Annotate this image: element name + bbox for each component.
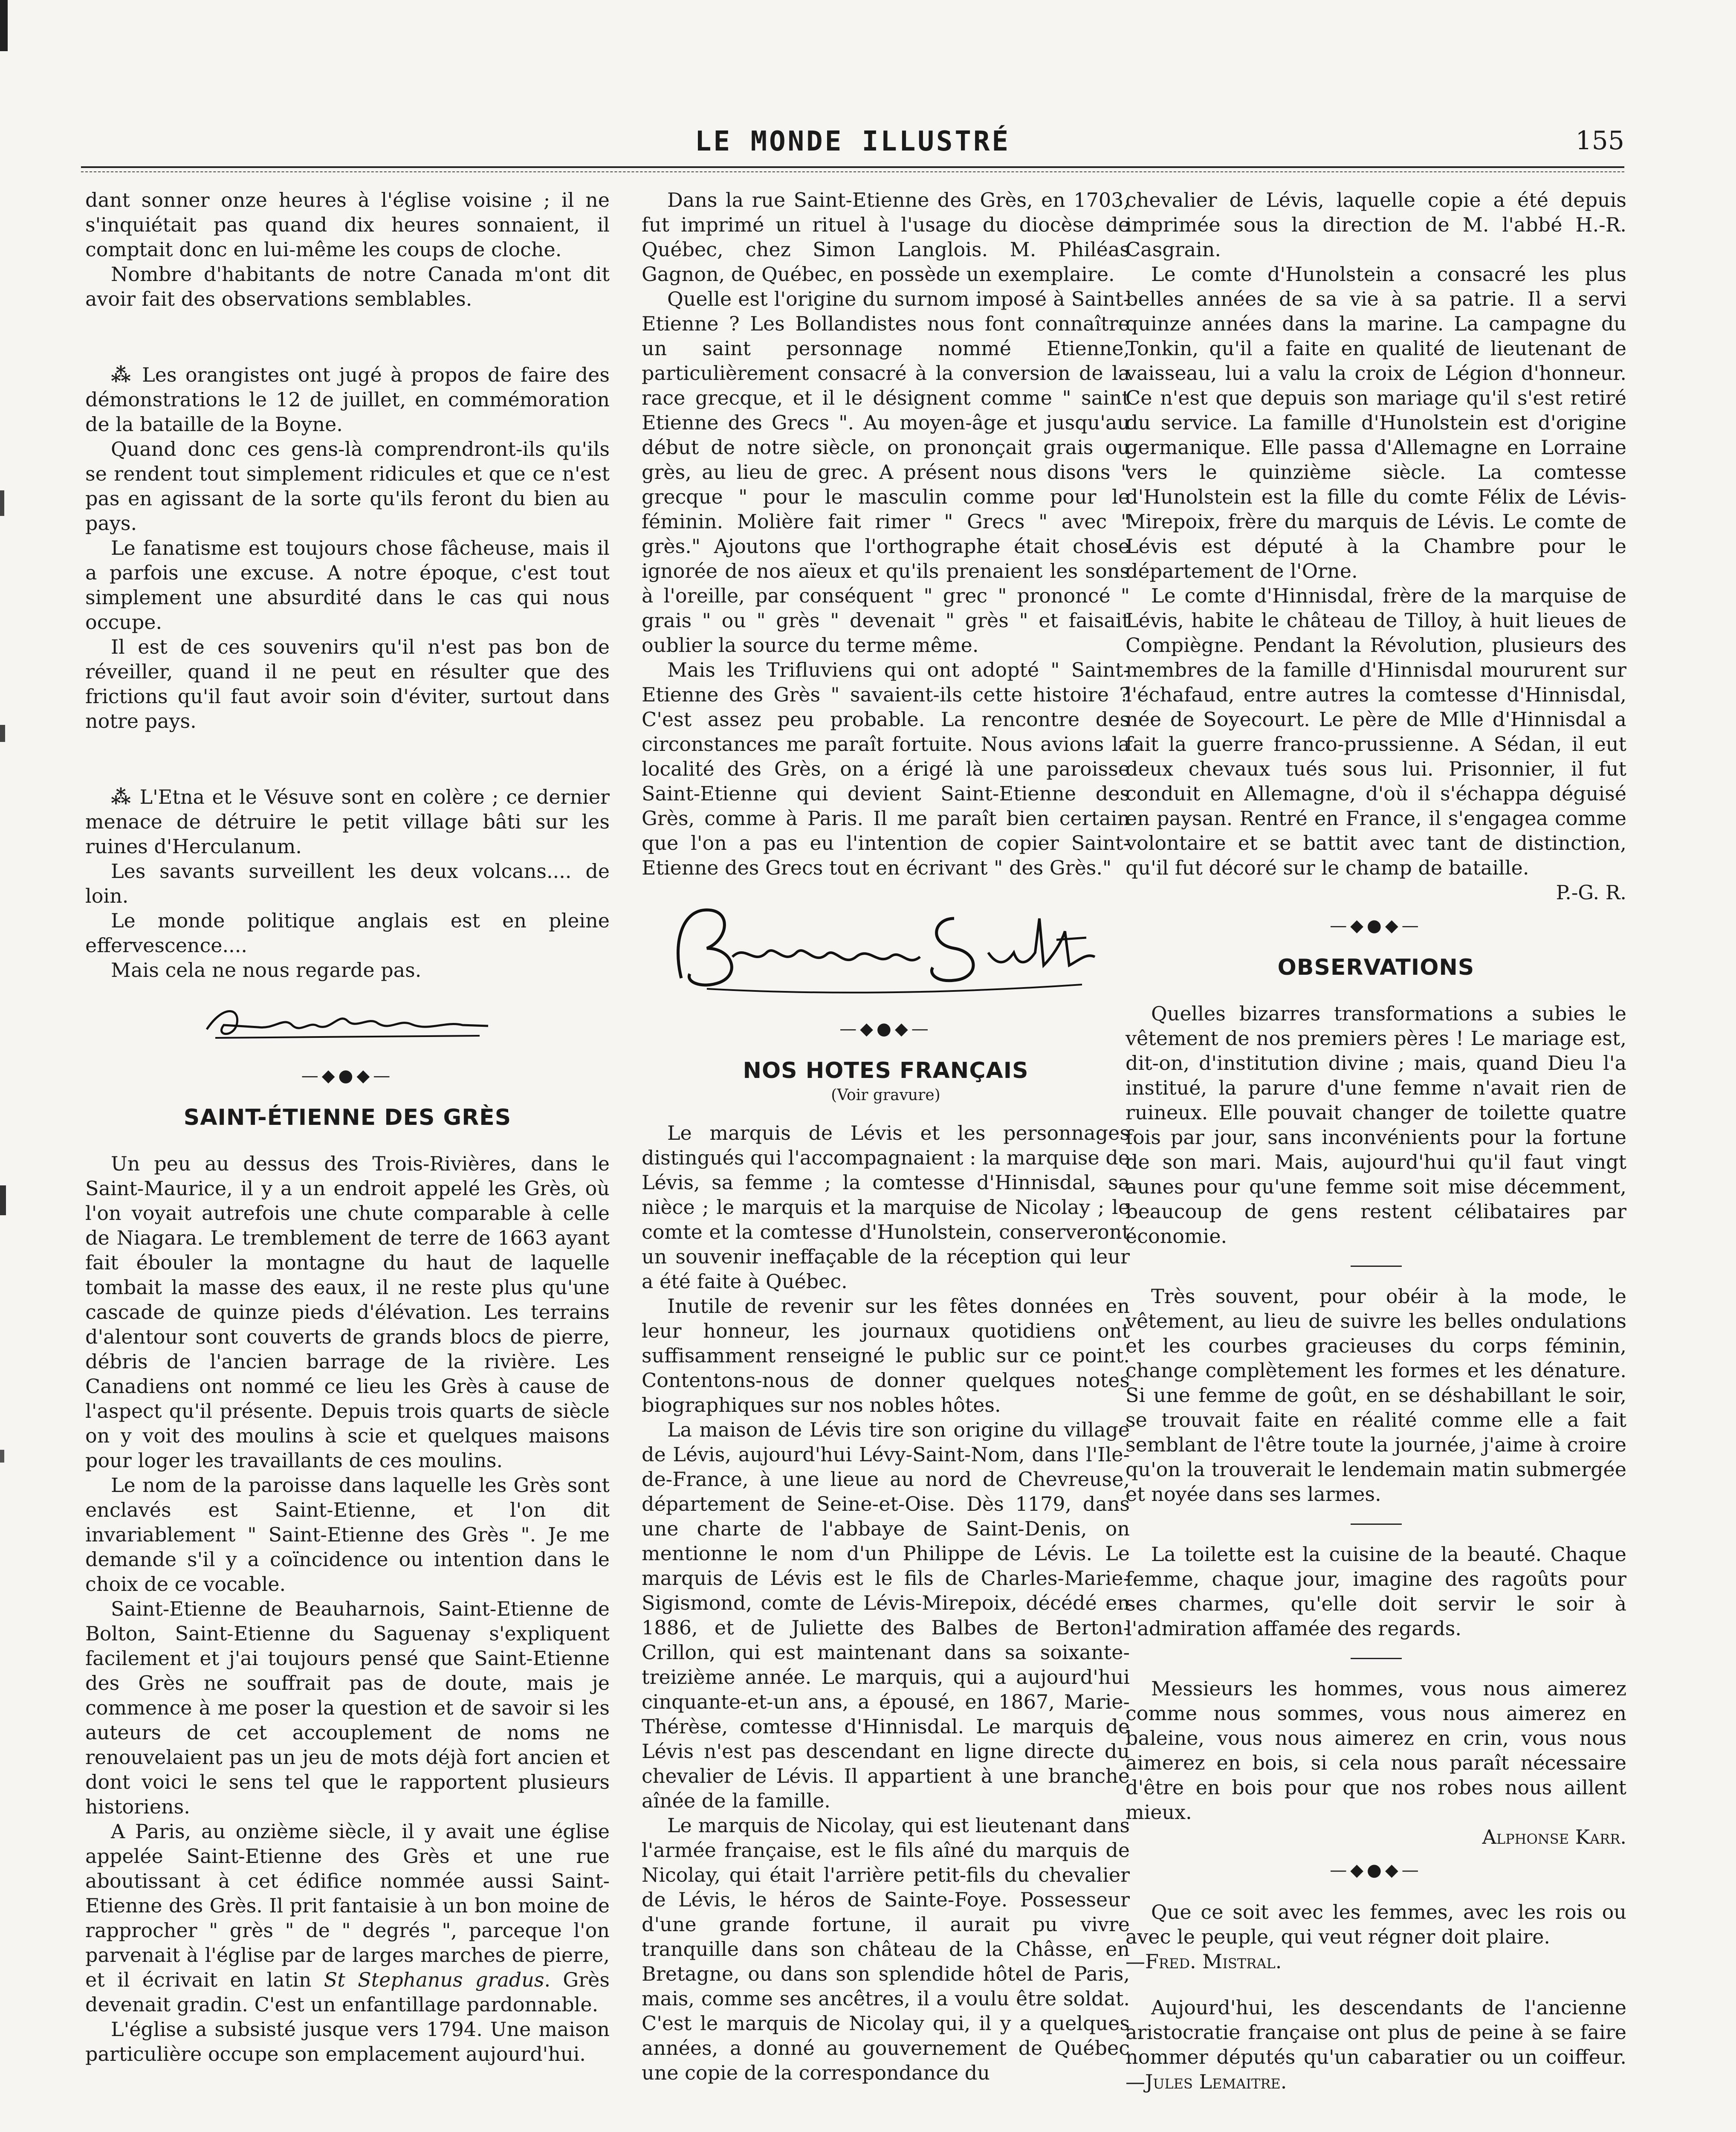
signature-leon-ledieu — [198, 995, 497, 1051]
paragraph: Quand donc ces gens-là comprendront-ils qu'ils se rendent tout simplement ridicules et que ce n'est pas en agissant de la sorte qu'ils feront du bien au pays. — [85, 437, 610, 535]
paragraph: Quelles bizarres transformations a subies le vêtement de nos premiers pères ! Le mariage est, dit-on, d'institution divine ; mais, quand Dieu l'a institué, la parure d'une femme n'avait rien de ruineux. Elle pouvait changer de toilette quatre fois par jour, sans inconvénients pour la fortune de son mari. Mais, aujourd'hui qu'il faut vingt aunes pour qu'une femme soit mise décemment, beaucoup de gens restent célibataires par économie. — [1126, 1002, 1626, 1248]
paragraph: ⁂ L'Etna et le Vésuve sont en colère ; ce dernier menace de détruire le petit village bâti sur les ruines d'Herculanum. — [85, 785, 610, 858]
header-rule — [81, 166, 1624, 168]
paragraph: Saint-Etienne de Beauharnois, Saint-Etienne de Bolton, Saint-Etienne du Saguenay s'expliquent facilement et j'ai toujours pensé que Saint-Etienne des Grès ne souffrait pas de doute, mais je commence à me poser la question et de savoir si les auteurs de cet accouplement de noms ne renouvelaient pas un jeu de mots déjà fort ancien et dont voici le sens tel que le rapportent plusieurs historiens. — [85, 1597, 610, 1818]
article-heading: SAINT-ÉTIENNE DES GRÈS — [183, 1105, 512, 1130]
paragraph: Messieurs les hommes, vous nous aimerez comme nous sommes, vous nous aimerez en baleine, vous nous aimerez en crin, vous nous aimerez en bois, si cela nous paraît nécessaire d'être en bois pour que nos robes nous aillent mieux. — [1126, 1677, 1626, 1824]
column-3 — [1126, 188, 1626, 2094]
page-number: 155 — [1575, 126, 1624, 156]
paragraph: L'église a subsisté jusque vers 1794. Une maison particulière occupe son emplacement aujourd'hui. — [85, 2018, 610, 2065]
paragraph: La maison de Lévis tire son origine du village de Lévis, aujourd'hui Lévy-Saint-Nom, dans l'Ile-de-France, à une lieue au nord de Chevreuse, département de Seine-et-Oise. Dès 1179, dans une charte de l'abbaye de Saint-Denis, on mentionne le nom d'un Philippe de Lévis. Le marquis de Lévis est le fils de Charles-Marie-Sigismond, comte de Lévis-Mirepoix, décédé en 1886, et de Juliette des Balbes de Berton-Crillon, qui est maintenant dans sa soixante-treizième année. Le marquis, qui a aujourd'hui cinquante-et-un ans, a épousé, en 1867, Marie-Thérèse, comtesse d'Hinnisdal. Le marquis de Lévis n'est pas descendant en ligne directe du chevalier de Lévis. Il appartient à une branche aînée de la famille. — [642, 1418, 1130, 1812]
article-heading: OBSERVATIONS — [1277, 955, 1475, 980]
paragraph: Dans la rue Saint-Etienne des Grès, en 1703, fut imprimé un rituel à l'usage du diocèse de Québec, chez Simon Langlois. M. Philéas Gagnon, de Québec, en possède un exemplaire. — [642, 188, 1130, 286]
paragraph: La toilette est la cuisine de la beauté. Chaque femme, chaque jour, imagine des ragoûts pour ses charmes, qu'elle doit servir le soir à l'admiration affamée des regards. — [1126, 1543, 1626, 1640]
paragraph: Le comte d'Hinnisdal, frère de la marquise de Lévis, habite le château de Tilloy, à huit lieues de Compiègne. Pendant la Révolution, plusieurs des membres de la famille d'Hinnisdal moururent sur l'échafaud, entre autres la comtesse d'Hinnisdal, née de Soyecourt. Le père de Mlle d'Hinnisdal a fait la guerre franco-prussienne. A Sédan, il eut deux chevaux tués sous lui. Prisonnier, il fut conduit en Allemagne, d'où il s'échappa déguisé en paysan. Rentré en France, il s'engagea comme volontaire et se battit avec tant de distinction, qu'il fut décoré sur le champ de bataille. — [1126, 584, 1626, 879]
paragraph: Les savants surveillent les deux volcans.... de loin. — [85, 860, 610, 907]
ornament-divider: —◆●◆— — [1330, 916, 1422, 936]
author-signature: —Jules Lemaitre. — [1126, 2070, 1287, 2093]
paragraph: Mais les Trifluviens qui ont adopté " Saint-Etienne des Grès " savaient-ils cette histoire ? C'est assez peu probable. La rencontre des circonstances me paraît fortuite. Nous avions la localité des Grès, on a érigé là une paroisse Saint-Etienne qui devient Saint-Etienne des Grès, comme à Paris. Il me paraît bien certain que l'on a pas eu l'intention de copier Saint-Etienne des Grecs tout en écrivant " des Grès." — [642, 658, 1130, 879]
asterism: ⁂ — [111, 363, 133, 386]
section-rule — [1351, 1266, 1402, 1267]
paragraph: Il est de ces souvenirs qu'il n'est pas bon de réveiller, quand il ne peut en résulter que des frictions qu'il faut avoir soin d'éviter, surtout dans notre pays. — [85, 635, 610, 733]
asterism: ⁂ — [111, 785, 133, 808]
column-2 — [642, 188, 1130, 2085]
paragraph: A Paris, au onzième siècle, il y avait une église appelée Saint-Etienne des Grès et une rue aboutissant à cet édifice nommée aussi Saint-Etienne des Grès. Il prit fantaisie à un bon moine de rapprocher " grès " de " degrés ", parceque l'on parvenait à l'église par de larges marches de pierre, et il écrivait en latin St Stephanus gradus. Grès devenait gradin. C'est un enfantillage pardonnable. — [85, 1820, 610, 2016]
paragraph: Nombre d'habitants de notre Canada m'ont dit avoir fait des observations semblables. — [85, 263, 610, 310]
article-subheading: (Voir gravure) — [831, 1086, 940, 1104]
paragraph: Que ce soit avec les femmes, avec les rois ou avec le peuple, qui veut régner doit plaire. — [1126, 1900, 1626, 1948]
paragraph: Quelle est l'origine du surnom imposé à Saint-Etienne ? Les Bollandistes nous font connaître un saint personnage nommé Etienne, particulièrement consacré à la conversion de la race grecque, et il le désignent comme " saint Etienne des Grecs ". Au moyen-âge et jusqu'au début de notre siècle, on prononçait grais ou grès, au lieu de grec. A présent nous disons " grecque " pour le masculin comme pour le féminin. Molière fait rimer " Grecs " avec " grès." Ajoutons que l'orthographe était chose ignorée de nos aïeux et qu'ils prenaient les sons à l'oreille, par conséquent " grec " prononcé " grais " ou " grès " devenait " grès " et faisait oublier la source du terme même. — [642, 287, 1130, 657]
section-rule — [1351, 1524, 1402, 1525]
author-signature: —Fred. Mistral. — [1126, 1950, 1282, 1973]
paragraph: chevalier de Lévis, laquelle copie a été depuis imprimée sous la direction de M. l'abbé H.-R. Casgrain. — [1126, 188, 1626, 261]
paragraph: Le marquis de Nicolay, qui est lieutenant dans l'armée française, est le fils aîné du marquis de Nicolay, qui était l'arrière petit-fils du chevalier de Lévis, le héros de Sainte-Foye. Possesseur d'une grande fortune, il aurait pu vivre tranquille dans son château de la Châsse, en Bretagne, ou dans son splendide hôtel de Paris, mais, comme ses ancêtres, il a voulu être soldat. C'est le marquis de Nicolay qui, il y a quelques années, a donné au gouvernement de Québec une copie de la correspondance du — [642, 1814, 1130, 2084]
masthead — [81, 124, 1624, 162]
section-rule — [1351, 1658, 1402, 1659]
paragraph: ⁂ Les orangistes ont jugé à propos de faire des démonstrations le 12 de juillet, en commémoration de la bataille de la Boyne. — [85, 363, 610, 436]
article-heading: NOS HOTES FRANÇAIS — [743, 1058, 1029, 1083]
ornament-divider: —◆●◆— — [301, 1066, 394, 1086]
ornament-divider: —◆●◆— — [1330, 1860, 1422, 1880]
paragraph: Le marquis de Lévis et les personnages distingués qui l'accompagnaient : la marquise de Lévis, sa femme ; la comtesse d'Hinnisdal, sa nièce ; le marquis et la marquise de Nicolay ; le comte et la comtesse d'Hunolstein, conserveront un souvenir ineffaçable de la réception qui leur a été faite à Québec. — [642, 1121, 1130, 1293]
paragraph: Un peu au dessus des Trois-Rivières, dans le Saint-Maurice, il y a un endroit appelé les Grès, où l'on voyait autrefois une chute comparable à celle de Niagara. Le tremblement de terre de 1663 ayant fait ébouler la montagne du haut de laquelle tombait la masse des eaux, il ne reste plus qu'une cascade de quinze pieds d'élévation. Les terrains d'alentour sont couverts de grands blocs de pierre, débris de l'ancien barrage de la rivière. Les Canadiens ont nommé ce lieu les Grès à cause de l'aspect qu'il présente. Depuis trois quarts de siècle on y voit des moulins à scie et quelques maisons pour loger les travaillants de ces moulins. — [85, 1152, 610, 1472]
paragraph: Le monde politique anglais est en pleine effervescence.... — [85, 909, 610, 957]
header-rule-dashed — [81, 171, 1624, 172]
paragraph: Mais cela ne nous regarde pas. — [111, 959, 422, 982]
author-initials: P.-G. R. — [1556, 881, 1626, 904]
paragraph: Le fanatisme est toujours chose fâcheuse, mais il a parfois une excuse. A notre époque, c'est tout simplement une absurdité dans le cas qui nous occupe. — [85, 536, 610, 634]
column-1 — [85, 188, 610, 2066]
page-edge-marks — [0, 0, 26, 2132]
paragraph: Le comte d'Hunolstein a consacré les plus belles années de sa vie à sa patrie. Il a servi quinze années dans la marine. La campagne du Tonkin, qu'il a faite en qualité de lieutenant de vaisseau, lui a valu la croix de Légion d'honneur. Ce n'est que depuis son mariage qu'il s'est retiré du service. La famille d'Hunolstein est d'origine germanique. Elle passa d'Allemagne en Lorraine vers le quinzième siècle. La comtesse d'Hunolstein est la fille du comte Félix de Lévis-Mirepoix, frère du marquis de Lévis. Le comte de Lévis est député à la Chambre pour le département de l'Orne. — [1126, 263, 1626, 582]
ornament-divider: —◆●◆— — [839, 1019, 932, 1039]
paragraph: Le nom de la paroisse dans laquelle les Grès sont enclavés est Saint-Etienne, et l'on dit invariablement " Saint-Etienne des Grès ". Je me demande s'il y a coïncidence ou intention dans le choix de ce vocable. — [85, 1474, 610, 1596]
paragraph: Inutile de revenir sur les fêtes données en leur honneur, les journaux quotidiens ont suffisamment renseigné le public sur ce point. Contentons-nous de donner quelques notes biographiques sur nos nobles hôtes. — [642, 1295, 1130, 1417]
paragraph: dant sonner onze heures à l'église voisine ; il ne s'inquiétait pas quand dix heures sonnaient, il comptait donc en lui-même les coups de cloche. — [85, 188, 610, 261]
signature-benjamin-sulte — [656, 893, 1116, 1004]
paragraph: Très souvent, pour obéir à la mode, le vêtement, au lieu de suivre les belles ondulations et les courbes gracieuses du corps féminin, change complètement les formes et les dénature. Si une femme de goût, en se déshabillant le soir, se trouvait faite en réalité comme elle a fait semblant de l'être toute la journée, j'aime à croire qu'on la trouverait le lendemain matin submergée et noyée dans ses larmes. — [1126, 1285, 1626, 1506]
paragraph: Aujourd'hui, les descendants de l'ancienne aristocratie française ont plus de peine à se faire nommer députés qu'un cabaratier ou un coiffeur.—Jules Lemaitre. — [1126, 1996, 1626, 2093]
author-signature: Alphonse Karr. — [1482, 1825, 1626, 1848]
journal-title: LE MONDE ILLUSTRÉ — [694, 126, 1011, 157]
